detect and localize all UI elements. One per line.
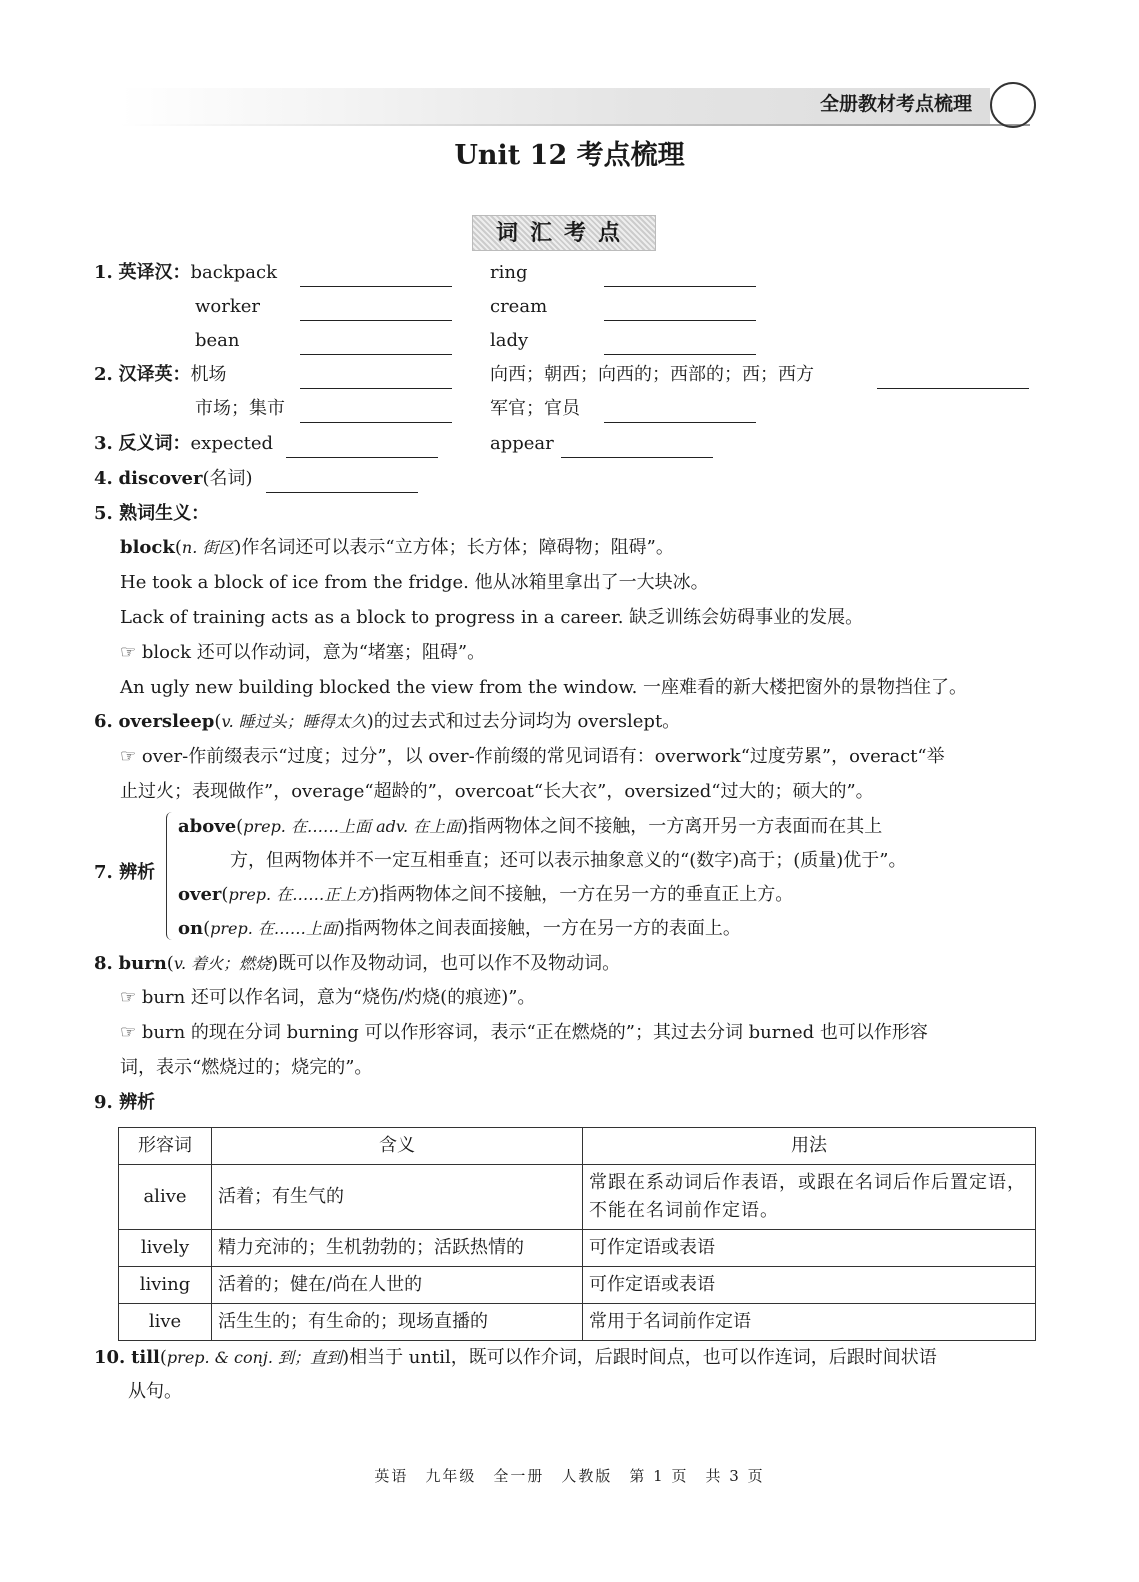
q1-word: ring [490,262,528,283]
page-title: Unit 12 考点梳理 [454,140,685,171]
q1-label: 1. 英译汉：backpack [94,262,278,283]
pointing-hand-icon: ☞ [120,642,137,663]
q2-word: 市场；集市 [195,398,285,419]
q2-word: 向西；朝西；向西的；西部的；西；西方 [490,364,814,385]
q1-word: lady [490,330,529,351]
q8-tip: ☞ burn 的现在分词 burning 可以作形容词，表示“正在燃烧的”；其过去分词 burned 也可以作形容 [120,1022,928,1043]
table-row: lively 精力充沛的；生机勃勃的；活跃热情的 可作定语或表语 [119,1230,1036,1267]
q5-line: block(n. 街区)作名词还可以表示“立方体；长方体；障碍物；阻碍”。 [120,537,674,558]
publisher-logo [990,82,1036,128]
q6-line: 6. oversleep(v. 睡过头；睡得太久)的过去式和过去分词均为 overslept。 [94,711,681,732]
answer-blank[interactable] [604,304,756,321]
table-row: living 活着的；健在/尚在人世的 可作定语或表语 [119,1267,1036,1304]
answer-blank[interactable] [561,441,713,458]
answer-blank[interactable] [604,338,756,355]
q3-word: appear [490,433,554,454]
column-header: 含义 [212,1128,583,1165]
q9-label: 9. 辨析 [94,1092,156,1113]
table-row: alive 活着；有生气的 常跟在系动词后作表语，或跟在名词后作后置定语，不能在名词前作定语。 [119,1165,1036,1230]
page-footer: 英语 九年级 全一册 人教版 第 1 页 共 3 页 [374,1467,765,1485]
answer-blank[interactable] [604,270,756,287]
table-header [119,1128,1036,1165]
q10-line: 10. till(prep. & conj. 到；直到)相当于 until，既可以作介词，后跟时间点，也可以作连词，后跟时间状语 [94,1347,937,1368]
q6-tip: ☞ over-作前缀表示“过度；过分”，以 over-作前缀的常见词语有：overwork“过度劳累”，overact“举 [120,746,945,767]
pointing-hand-icon: ☞ [120,987,137,1008]
comparison-table [118,1127,1036,1341]
q7-above-cont: 方，但两物体并不一定互相垂直；还可以表示抽象意义的“(数字)高于；(质量)优于”。 [230,850,907,871]
q1-word: bean [195,330,240,351]
header-rule [120,124,1030,126]
q5-tip: ☞ block 还可以作动词，意为“堵塞；阻碍”。 [120,642,486,663]
answer-blank[interactable] [604,406,756,423]
q8-line: 8. burn(v. 着火；燃烧)既可以作及物动词，也可以作不及物动词。 [94,953,621,974]
q10-cont: 从句。 [128,1381,182,1402]
answer-blank[interactable] [300,372,452,389]
q8-tip: ☞ burn 还可以作名词，意为“烧伤/灼烧(的痕迹)”。 [120,987,536,1008]
header-section-title: 全册教材考点梳理 [820,93,973,115]
answer-blank[interactable] [300,304,452,321]
column-header: 用法 [583,1128,1036,1165]
q1-word: worker [195,296,261,317]
example-sentence: Lack of training acts as a block to progress in a career. 缺乏训练会妨碍事业的发展。 [120,607,864,628]
q7-on: on(prep. 在……上面)指两物体之间表面接触，一方在另一方的表面上。 [178,918,741,939]
answer-blank[interactable] [877,372,1029,389]
q6-tip-cont: 止过火；表现做作”，overage“超龄的”，overcoat“长大衣”，oversized“过大的；硕大的”。 [120,781,874,802]
answer-blank[interactable] [300,338,452,355]
q4-label: 4. discover(名词) [94,468,253,489]
q5-label: 5. 熟词生义： [94,503,210,524]
q7-above: above(prep. 在……上面 adv. 在上面)指两物体之间不接触，一方离开另一方表面而在其上 [178,816,883,837]
pointing-hand-icon: ☞ [120,746,137,767]
pointing-hand-icon: ☞ [120,1022,137,1043]
section-heading: 词汇考点 [472,215,656,251]
answer-blank[interactable] [286,441,438,458]
answer-blank[interactable] [300,270,452,287]
example-sentence: An ugly new building blocked the view from the window. 一座难看的新大楼把窗外的景物挡住了。 [120,677,968,698]
q2-label: 2. 汉译英：机场 [94,364,227,385]
q2-word: 军官；官员 [490,398,580,419]
q3-label: 3. 反义词：expected [94,433,273,454]
answer-blank[interactable] [300,406,452,423]
brace [166,812,175,940]
example-sentence: He took a block of ice from the fridge. 他从冰箱里拿出了一大块冰。 [120,572,709,593]
q7-over: over(prep. 在……正上方)指两物体之间不接触，一方在另一方的垂直正上方。 [178,884,794,905]
table-row: live 活生生的；有生命的；现场直播的 常用于名词前作定语 [119,1304,1036,1341]
q7-label: 7. 辨析 [94,862,156,883]
answer-blank[interactable] [266,476,418,493]
q8-tip-cont: 词，表示“燃烧过的；烧完的”。 [120,1057,373,1078]
column-header: 形容词 [119,1128,212,1165]
q1-word: cream [490,296,548,317]
